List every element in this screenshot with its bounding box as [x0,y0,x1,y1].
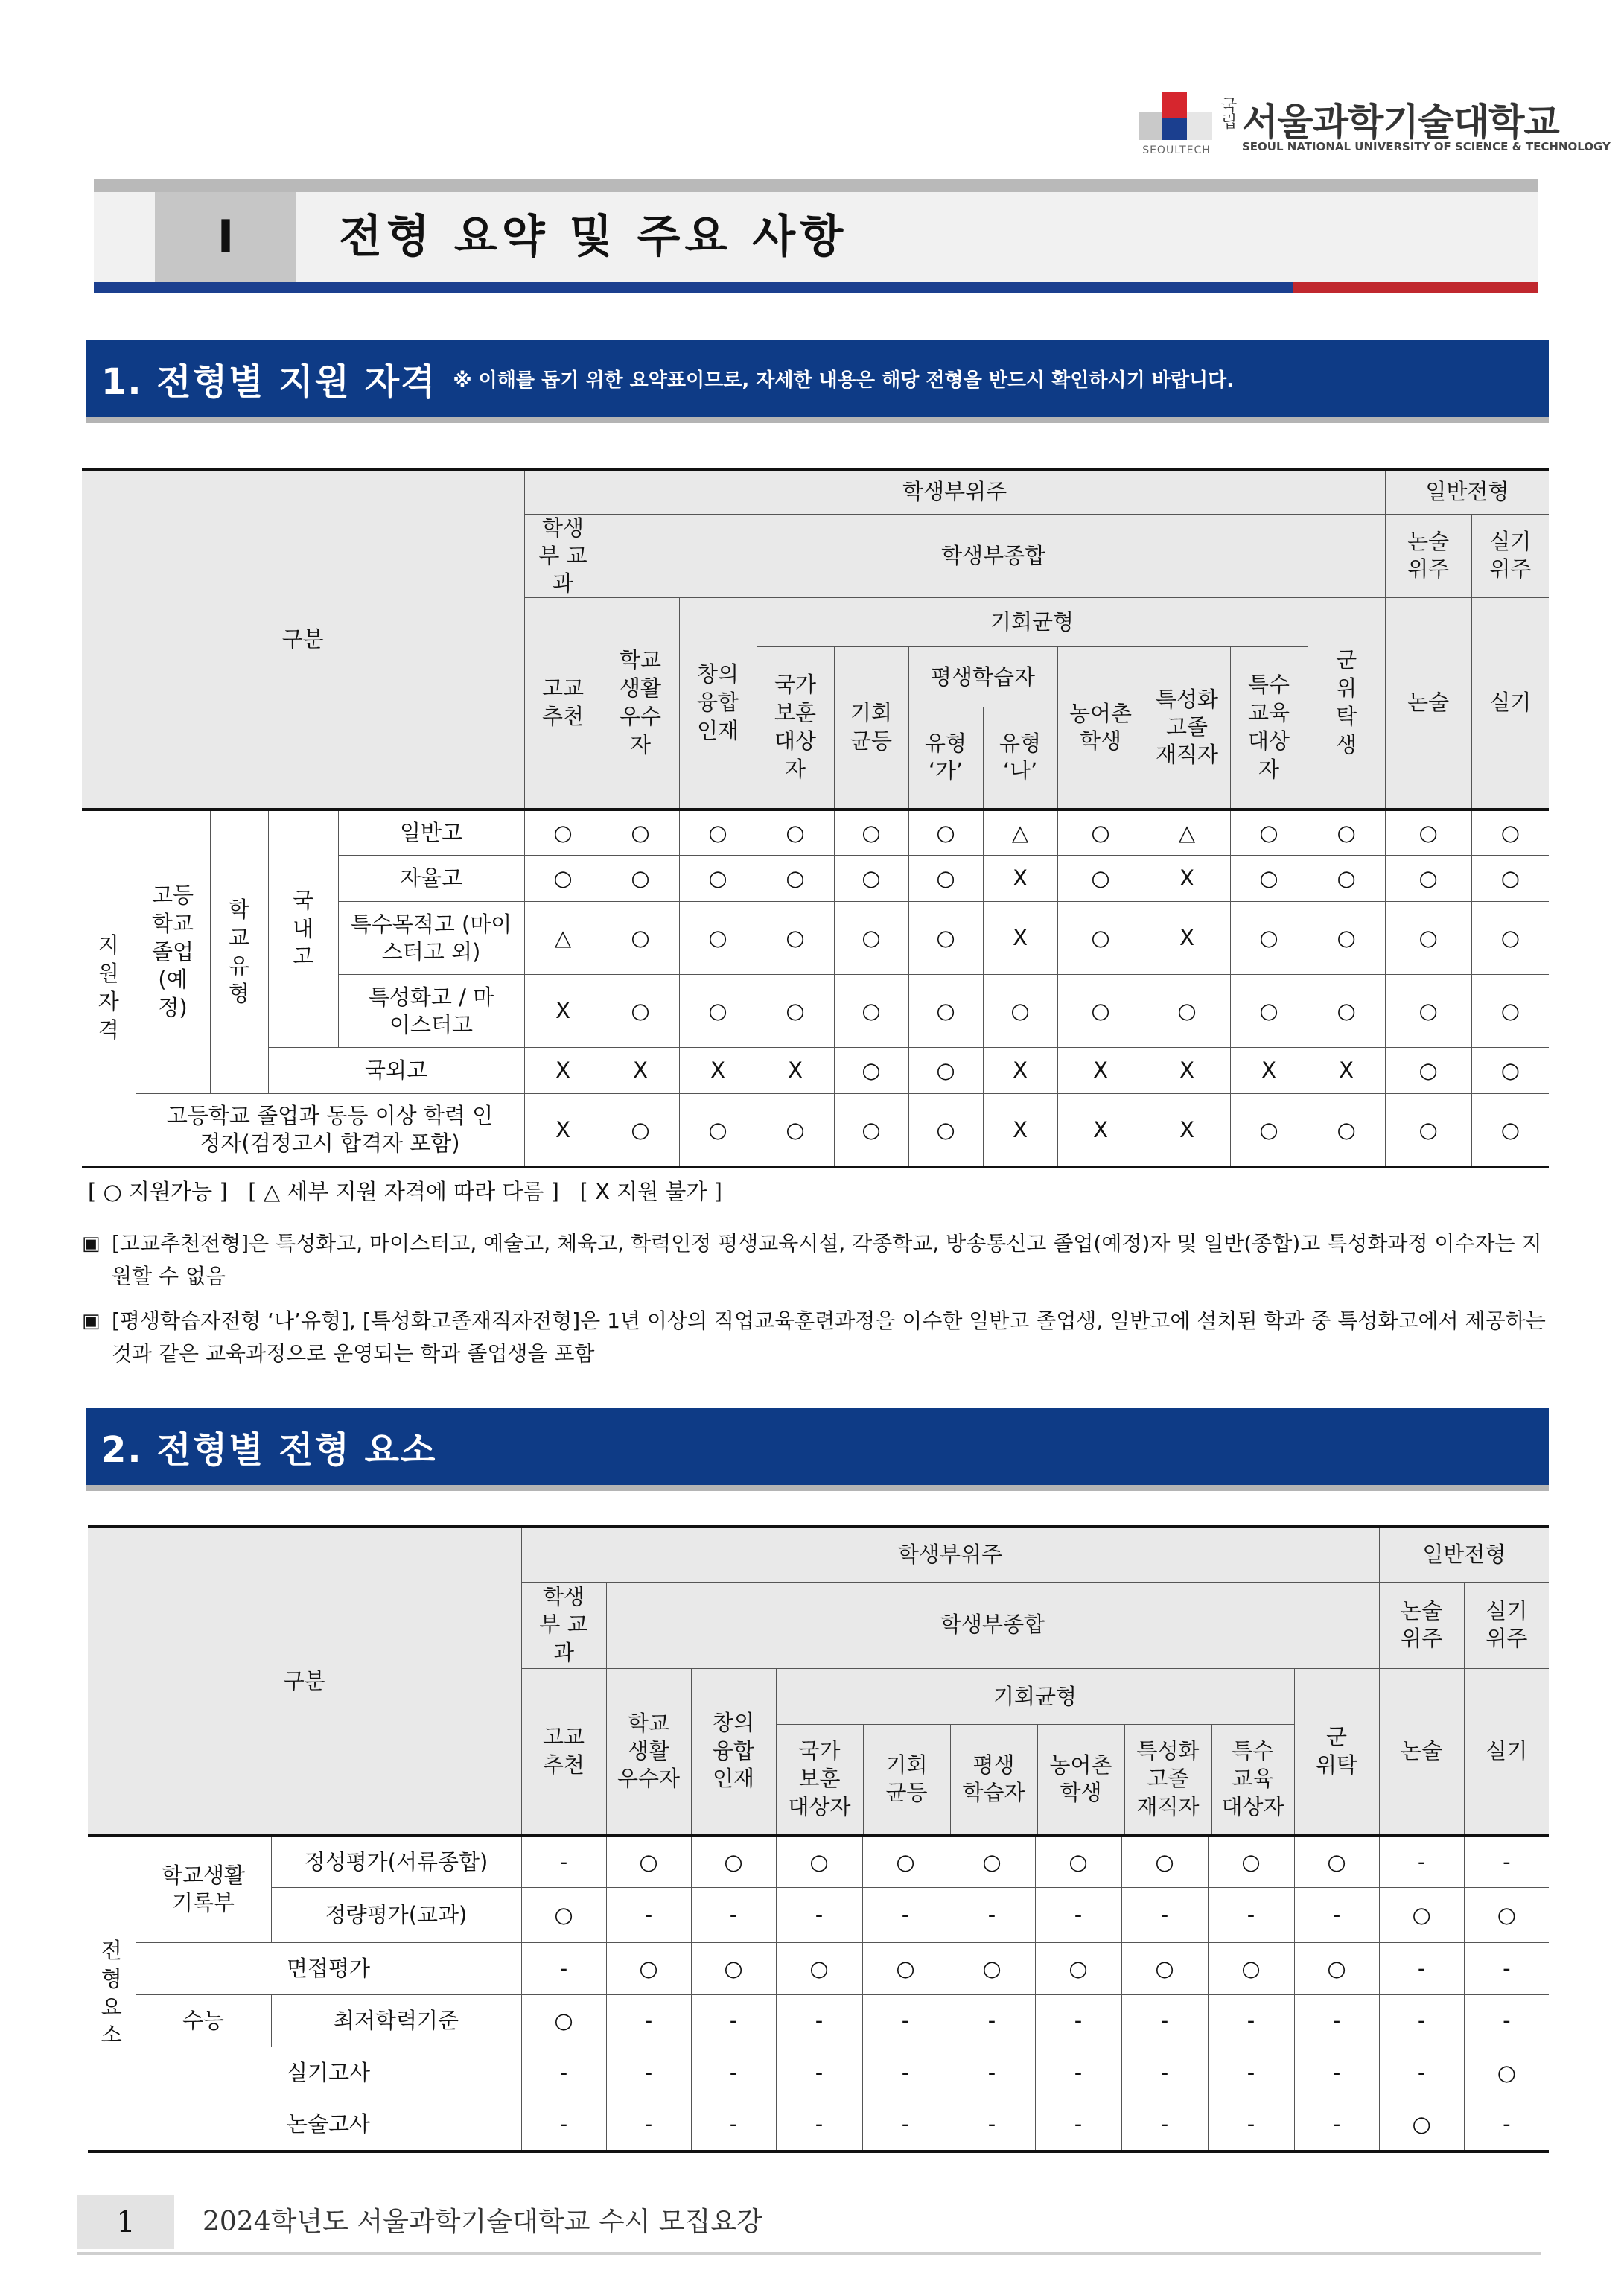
logo-kuk: 국립 [1221,97,1238,132]
cell: ○ [1057,975,1144,1048]
cell: - [691,1888,776,1943]
cell: - [1208,1888,1294,1943]
table2-row-label: 최저학력기준 [271,1995,521,2047]
section2-underline [86,1485,1549,1491]
table1-col-gihoe: 기회 균등 [834,646,908,810]
cell: ○ [834,975,908,1048]
table2-col-gogyo: 고교 추천 [521,1668,606,1836]
cell: X [524,1094,602,1167]
note-bullet: ▣ [82,1233,101,1255]
cell: ○ [1385,1048,1471,1094]
cell: - [521,2047,606,2099]
footer-text: 2024학년도 서울과학기술대학교 수시 모집요강 [203,2207,762,2237]
cell: ○ [1471,1094,1549,1167]
cell: ○ [1308,856,1385,902]
table1-col-gunwitak: 군 위 탁 생 [1308,597,1385,810]
table2-hdr-gihoe: 기회균형 [777,1669,1294,1725]
cell: - [606,2099,691,2152]
footer-line [77,2252,1541,2255]
cell: X [1144,856,1230,902]
table1-row-label: 고등학교 졸업과 동등 이상 학력 인정자(검정고시 합격자 포함) [136,1094,524,1167]
cell: - [1035,1995,1121,2047]
table1-row-label: 국외고 [268,1048,524,1094]
cell: - [1464,1836,1549,1888]
cell: X [1144,1048,1230,1094]
table-row [88,2047,1549,2099]
cell: ○ [908,902,983,975]
table1-hdr-pyeongsaeng [908,646,1057,810]
chapter-top-bar [94,179,1538,192]
cell: - [776,1888,862,1943]
cell: ○ [1385,856,1471,902]
table1-row-label: 특성화고 / 마이스터고 [338,975,524,1048]
note-text: [평생학습자전형 ‘나’유형], [특성화고졸재직자전형]은 1년 이상의 직업교육훈련과정을 이수한 일반고 졸업생, 일반고에 설치된 학과 중 특성화고에서 제공하는 것과 같은 교육과정으로 운영되는 학과 졸업생을 포함 [112,1308,1546,1366]
cell: X [1057,1094,1144,1167]
table-row [88,1836,1549,1888]
cell: - [776,1995,862,2047]
table2-col-changui: 창의 융합 인재 [691,1668,776,1836]
table2-row-hakgyo-record: 학교생활 기록부 [136,1836,271,1943]
table1-col-nonsul: 논술 [1385,597,1471,810]
cell: X [983,1048,1057,1094]
table2-row-jeonhyeong: 전형요소 [88,1836,136,2152]
cell: X [524,1048,602,1094]
cell: - [862,1888,949,1943]
cell: ○ [606,1836,691,1888]
section1-note: ※ 이해를 돕기 위한 요약표이므로, 자세한 내용은 해당 전형을 반드시 확인하시기 바랍니다. [453,369,1235,392]
cell: - [691,2099,776,2152]
section1-title: 1. 전형별 지원 자격 [101,360,437,403]
chapter-title: 전형 요약 및 주요 사항 [339,211,848,263]
eligibility-table [82,468,1549,1168]
table2-hdr-jonghap: 학생부종합 [606,1582,1379,1668]
table1-hdr-silgi-wiju: 실기 위주 [1471,514,1549,597]
table2-hdr-silgi-wiju: 실기 위주 [1464,1582,1549,1668]
cell: - [1464,1995,1549,2047]
cell: ○ [679,856,757,902]
cell: ○ [834,902,908,975]
table2-hdr-general: 일반전형 [1379,1527,1549,1582]
table2-col-hakgyo: 학교 생활 우수자 [606,1668,691,1836]
table1-hdr-gyogwa: 학생부 교과 [524,514,602,597]
legend: [ ○ 지원가능 ] [ △ 세부 지원 자격에 따라 다름 ] [ X 지원 불가 ] [88,1179,722,1204]
cell: X [757,1048,834,1094]
table2-col-gukga: 국가 보훈 대상자 [777,1725,864,1834]
cell: ○ [757,902,834,975]
cell: - [949,1995,1035,2047]
cell: ○ [908,810,983,856]
table1-row-label: 특수목적고 (마이스터고 외) [338,902,524,975]
table2-col-gihoe: 기회 균등 [864,1725,951,1834]
cell: - [862,1995,949,2047]
table2-row-label: 면접평가 [136,1943,521,1995]
table2-row-label: 정성평가(서류종합) [271,1836,521,1888]
cell: ○ [1230,902,1308,975]
cell: X [1057,1048,1144,1094]
cell: ○ [1057,856,1144,902]
cell: ○ [1308,902,1385,975]
logo-eng: SEOUL NATIONAL UNIVERSITY OF SCIENCE & TECHNOLOGY [1242,140,1611,153]
cell: - [1121,2047,1208,2099]
cell: ○ [1308,810,1385,856]
cell: X [983,856,1057,902]
cell: ○ [908,1094,983,1167]
cell: X [1308,1048,1385,1094]
cell: ○ [691,1943,776,1995]
cell: - [606,1995,691,2047]
table-row [88,1943,1549,1995]
table1-col-silgi: 실기 [1471,597,1549,810]
cell: ○ [862,1836,949,1888]
cell: ○ [679,1094,757,1167]
cell: ○ [1144,975,1230,1048]
table2-row-suneung: 수능 [136,1995,271,2047]
cell: - [521,1943,606,1995]
table1-col-hakgyo: 학교 생활 우수 자 [602,597,679,810]
cell: - [776,2047,862,2099]
note-2 [82,1305,1549,1370]
cell: ○ [1294,1836,1379,1888]
cell: - [1035,2099,1121,2152]
table1-row-guknae: 국내고 [268,810,338,1048]
cell: ○ [757,810,834,856]
cell: ○ [757,975,834,1048]
section1-header [86,340,1549,417]
table1-col-changui: 창의 융합 인재 [679,597,757,810]
table2-col-nongeochon: 농어촌 학생 [1038,1725,1125,1834]
note-text: [고교추천전형]은 특성화고, 마이스터고, 예술고, 체육고, 학력인정 평생교육시설, 각종학교, 방송통신고 졸업(예정)자 및 일반(종합)고 특성화과정 이수자는 지원할 수 없음 [112,1231,1542,1288]
cell: - [862,2047,949,2099]
cell: ○ [679,975,757,1048]
cell: X [524,975,602,1048]
cell: ○ [1379,2099,1464,2152]
table1-col-gukga: 국가 보훈 대상 자 [757,646,834,810]
chapter-underline-red [1293,282,1538,293]
cell: ○ [1471,975,1549,1048]
cell: - [606,1888,691,1943]
table1-col-gogyo: 고교 추천 [524,597,602,810]
table2-col-teukseong: 특성화 고졸 재직자 [1125,1725,1212,1834]
cell: - [1379,1836,1464,1888]
cell: △ [524,902,602,975]
cell: - [1121,1888,1208,1943]
cell: - [1294,1888,1379,1943]
table2-hdr-gihoe-group [776,1668,1294,1836]
table1-col-teukseong: 특성화 고졸 재직자 [1144,646,1230,810]
cell: ○ [908,1048,983,1094]
cell: ○ [862,1943,949,1995]
cell: - [1464,1943,1549,1995]
table1-hdr-gihoe: 기회균형 [757,597,1308,646]
cell: X [602,1048,679,1094]
table1-hdr-student: 학생부위주 [524,469,1385,514]
table2-col-teuksu: 특수 교육 대상자 [1221,1738,1284,1819]
cell: ○ [1294,1943,1379,1995]
cell: - [1294,1995,1379,2047]
cell: ○ [1230,810,1308,856]
cell: ○ [776,1943,862,1995]
table2-row-label: 논술고사 [136,2099,521,2152]
evaluation-table [88,1525,1549,2153]
table1-col-type-ga: 유형 ‘가’ [909,707,984,808]
cell: ○ [757,856,834,902]
cell: - [949,2099,1035,2152]
cell: ○ [521,1888,606,1943]
cell: - [521,1836,606,1888]
table1-col-nongeochon: 농어촌 학생 [1057,646,1144,810]
table-row [82,1094,1549,1167]
cell: - [1294,2099,1379,2152]
cell: ○ [1121,1836,1208,1888]
table1-col-teuksu: 특수 교육 대상 자 [1230,646,1308,810]
table1-row-jiwon: 지원자격 [82,810,136,1167]
cell: ○ [834,856,908,902]
cell: ○ [949,1836,1035,1888]
cell: ○ [1385,1094,1471,1167]
cell: ○ [1464,1888,1549,1943]
cell: - [1208,2047,1294,2099]
cell: - [1035,1888,1121,1943]
cell: - [1379,1995,1464,2047]
table1-row-godeung: 고등 학교 졸업 (예정) [136,810,210,1094]
cell: - [691,1995,776,2047]
cell: ○ [1208,1943,1294,1995]
table1-row-hakgyo-yuhyeong: 학교유형 [210,810,268,1094]
cell: X [1144,902,1230,975]
table2-col-pyeongsaeng: 평생 학습자 [951,1725,1038,1834]
page-number: 1 [77,2195,174,2249]
table2-hdr-gyogwa: 학생부 교과 [521,1582,606,1668]
cell: - [1121,2099,1208,2152]
cell: ○ [602,1094,679,1167]
section2-title: 2. 전형별 전형 요소 [101,1428,437,1471]
cell: - [949,1888,1035,1943]
cell: ○ [908,975,983,1048]
table2-row-label: 정량평가(교과) [271,1888,521,1943]
seoultech-logo-icon [1139,92,1212,140]
cell: - [1035,2047,1121,2099]
section1-underline [86,417,1549,423]
table2-row-label: 실기고사 [136,2047,521,2099]
logo-name: 서울과학기술대학교 [1242,101,1559,144]
cell: ○ [776,1836,862,1888]
cell: - [606,2047,691,2099]
cell: ○ [757,1094,834,1167]
cell: ○ [679,902,757,975]
table-row [88,2099,1549,2152]
table-row [88,1888,1549,1943]
cell: ○ [602,975,679,1048]
cell: ○ [524,810,602,856]
cell: ○ [1385,810,1471,856]
cell: - [949,2047,1035,2099]
table1-pyeongsaeng-label: 평생학습자 [909,647,1057,707]
note-1 [82,1227,1549,1293]
cell: - [1379,1943,1464,1995]
cell: ○ [524,856,602,902]
cell: ○ [908,856,983,902]
cell: X [679,1048,757,1094]
cell: ○ [983,975,1057,1048]
table-row [82,1048,1549,1094]
cell: ○ [1464,2047,1549,2099]
cell: ○ [949,1943,1035,1995]
cell: ○ [602,810,679,856]
table1-col-type-na: 유형 ‘나’ [999,731,1042,784]
cell: ○ [1230,1094,1308,1167]
table1-hdr-jonghap: 학생부종합 [602,514,1385,597]
table2-gubun: 구분 [88,1527,521,1836]
cell: ○ [1057,902,1144,975]
cell: ○ [1471,1048,1549,1094]
cell: - [1464,2099,1549,2152]
cell: ○ [834,810,908,856]
table1-row-label: 자율고 [338,856,524,902]
logo-seoultech: SEOULTECH [1142,144,1211,156]
cell: ○ [1471,902,1549,975]
cell: ○ [1308,975,1385,1048]
cell: - [691,2047,776,2099]
cell: ○ [1385,902,1471,975]
cell: - [776,2099,862,2152]
cell: ○ [1471,856,1549,902]
note-bullet: ▣ [82,1310,101,1332]
table1-hdr-nonsul-wiju: 논술 위주 [1385,514,1471,597]
cell: - [1121,1995,1208,2047]
cell: ○ [679,810,757,856]
cell: X [983,902,1057,975]
cell: ○ [1121,1943,1208,1995]
table-row [82,810,1549,856]
university-logo [1139,88,1611,162]
table1-gubun: 구분 [82,469,524,810]
cell: △ [983,810,1057,856]
table1-row-label: 일반고 [338,810,524,856]
cell: ○ [1471,810,1549,856]
cell: - [521,2099,606,2152]
cell: - [1379,2047,1464,2099]
cell: ○ [1230,856,1308,902]
cell: - [1294,2047,1379,2099]
cell: ○ [1035,1836,1121,1888]
cell: ○ [602,902,679,975]
cell: ○ [606,1943,691,1995]
cell: ○ [1379,1888,1464,1943]
cell: ○ [1308,1094,1385,1167]
table2-hdr-student: 학생부위주 [521,1527,1379,1582]
cell: ○ [691,1836,776,1888]
cell: ○ [834,1048,908,1094]
cell: - [1208,2099,1294,2152]
cell: ○ [1385,975,1471,1048]
table2-col-silgi: 실기 [1464,1668,1549,1836]
cell: ○ [1208,1836,1294,1888]
table-row [88,1995,1549,2047]
cell: ○ [1035,1943,1121,1995]
table1-hdr-general: 일반전형 [1385,469,1549,514]
cell: X [1230,1048,1308,1094]
section2-header [86,1408,1549,1485]
table2-col-gunwitak: 군 위탁 [1294,1668,1379,1836]
cell: ○ [834,1094,908,1167]
cell: - [862,2099,949,2152]
cell: ○ [602,856,679,902]
table2-col-nonsul: 논술 [1379,1668,1464,1836]
chapter-number: I [155,192,296,282]
table2-hdr-nonsul-wiju: 논술 위주 [1379,1582,1464,1668]
cell: ○ [1230,975,1308,1048]
cell: △ [1144,810,1230,856]
cell: ○ [1057,810,1144,856]
cell: X [1144,1094,1230,1167]
cell: X [983,1094,1057,1167]
cell: - [1208,1995,1294,2047]
chapter-underline-blue [94,282,1293,293]
cell: ○ [521,1995,606,2047]
